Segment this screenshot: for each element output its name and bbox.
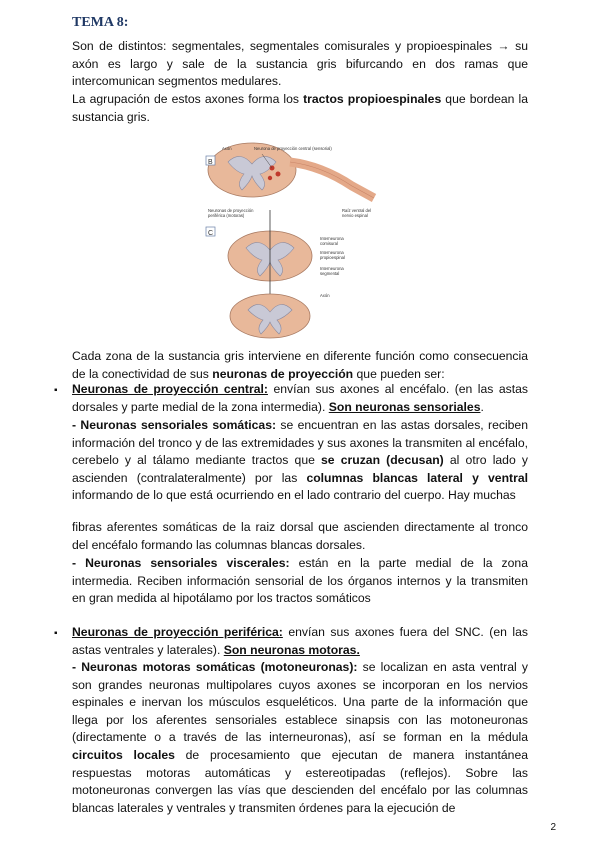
motor-paragraph <box>72 659 528 817</box>
zones-bold: neuronas de proyección <box>212 366 354 381</box>
label-ventral-root-1: Raíz ventral del <box>342 208 372 213</box>
label-axon-top: Axón <box>222 146 232 151</box>
label-commissural-1: Interneurona <box>320 236 344 241</box>
label-c: C <box>208 230 214 237</box>
page-title: TEMA 8: <box>72 15 129 30</box>
zones-b: que pueden ser: <box>353 366 445 381</box>
intro-p1b: su axón es largo y sale de la sustancia gris bifurcando en dos ramas que intercomunican segmentos medulares. <box>72 39 528 89</box>
motor-b: de procesamiento que ejecutan de manera instantánea respuestas motoras automáticas y estereotipadas (reflejos). Sobre las motoneuronas convergen las vías que descienden del encéfalo por las columnas blancas laterales y ventrales y transmiten órdenes para la ejecución de <box>72 747 528 815</box>
somatic-a: se encuentran en las astas dorsales, reciben información del tronco y de las extremidades y sus axones la transmiten al encéfalo, cerebelo y al tálamo mediante tractos que <box>72 418 528 468</box>
central-paragraph <box>72 381 528 416</box>
label-ventral-root-2: nervio espinal <box>342 213 368 218</box>
central-sensory-end: . <box>480 399 484 414</box>
somatic-bold-1: se cruzan (decusan) <box>321 453 444 468</box>
label-propriospinal-1: Interneurona <box>320 250 344 255</box>
label-central-neuron: Neurona de proyección central (sensorial) <box>254 146 332 151</box>
somatic-label: - Neuronas sensoriales somáticas: <box>72 418 277 432</box>
label-commissural-2: comisural <box>320 241 338 246</box>
bullet-marker: ▪ <box>54 385 58 396</box>
somatic-bold-2: columnas blancas lateral y ventral <box>306 470 528 485</box>
bullet-marker: ▪ <box>54 628 58 639</box>
visceral-label: - Neuronas sensoriales viscerales: <box>72 556 290 570</box>
intro-paragraph-2 <box>72 91 528 126</box>
visceral-text: están en la parte medial de la zona intermedia. Reciben información sensorial de los órganos internos y la transmiten en gran medida al hipotálamo por los tractos somáticos <box>72 556 528 606</box>
label-peripheral-1: Neuronas de proyección <box>208 208 254 213</box>
label-segmental-1: Interneurona <box>320 266 344 271</box>
label-segmental-2: segmental <box>320 271 340 276</box>
fibers-paragraph: fibras aferentes somáticas de la raiz dorsal que ascienden directamente al tronco del encéfalo formando las columnas blancas dorsales. <box>72 520 528 552</box>
page-number: 2 <box>550 822 556 833</box>
arrow-glyph: → <box>491 39 516 53</box>
label-peripheral-2: periférica (motoras) <box>208 213 245 218</box>
motor-label: - Neuronas motoras somáticas (motoneuronas): <box>72 660 358 674</box>
motor-bold: circuitos locales <box>72 747 175 762</box>
intro-p2-bold: tractos propioespinales <box>303 92 442 106</box>
central-text: envían sus axones al encéfalo. (en las astas dorsales y parte medial de la zona intermedia). <box>72 382 528 414</box>
somatic-paragraph <box>72 417 528 505</box>
label-b: B <box>208 159 213 166</box>
central-heading: Neuronas de proyección central: <box>72 382 268 396</box>
somatic-b: al otro lado y ascienden (contralateralmente) por las <box>72 453 528 485</box>
section-bottom <box>230 294 310 338</box>
peripheral-motor: Son neuronas motoras. <box>223 642 360 657</box>
central-sensory: Son neuronas sensoriales <box>328 399 481 414</box>
peripheral-heading: Neuronas de proyección periférica: <box>72 625 283 639</box>
peripheral-paragraph <box>72 624 528 659</box>
peripheral-text: envían sus axones fuera del SNC. (en las astas ventrales y laterales). <box>72 625 528 657</box>
intro-p1a: Son de distintos: segmentales, segmentales comisurales y propioespinales <box>72 39 492 53</box>
label-propriospinal-2: propioespinal <box>320 255 345 260</box>
somatic-c: informando de lo que está ocurriendo en el lado contrario del cuerpo. Hay muchas <box>72 488 516 503</box>
zones-paragraph <box>72 348 528 383</box>
intro-p2a: La agrupación de estos axones forma los <box>72 92 304 106</box>
label-axon-bottom: Axón <box>320 293 330 298</box>
motor-a: se localizan en asta ventral y son grandes neuronas multipolares cuyos axones se incorporan en los nervios espinales e inervan los músculos esqueléticos. Una parte de la información que llega por los aferentes sensoriales establece sinapsis con las motoneuronas (directamente o a través de las interneuronas), así se forman en la médula <box>72 660 528 745</box>
intro-p2b: que bordean la sustancia gris. <box>72 92 528 124</box>
zones-a: Cada zona de la sustancia gris interviene en diferente función como consecuencia de la conectividad de sus <box>72 349 528 381</box>
spinal-cord-figure <box>202 140 378 340</box>
visceral-paragraph <box>72 555 528 608</box>
intro-paragraph-1 <box>72 38 528 91</box>
